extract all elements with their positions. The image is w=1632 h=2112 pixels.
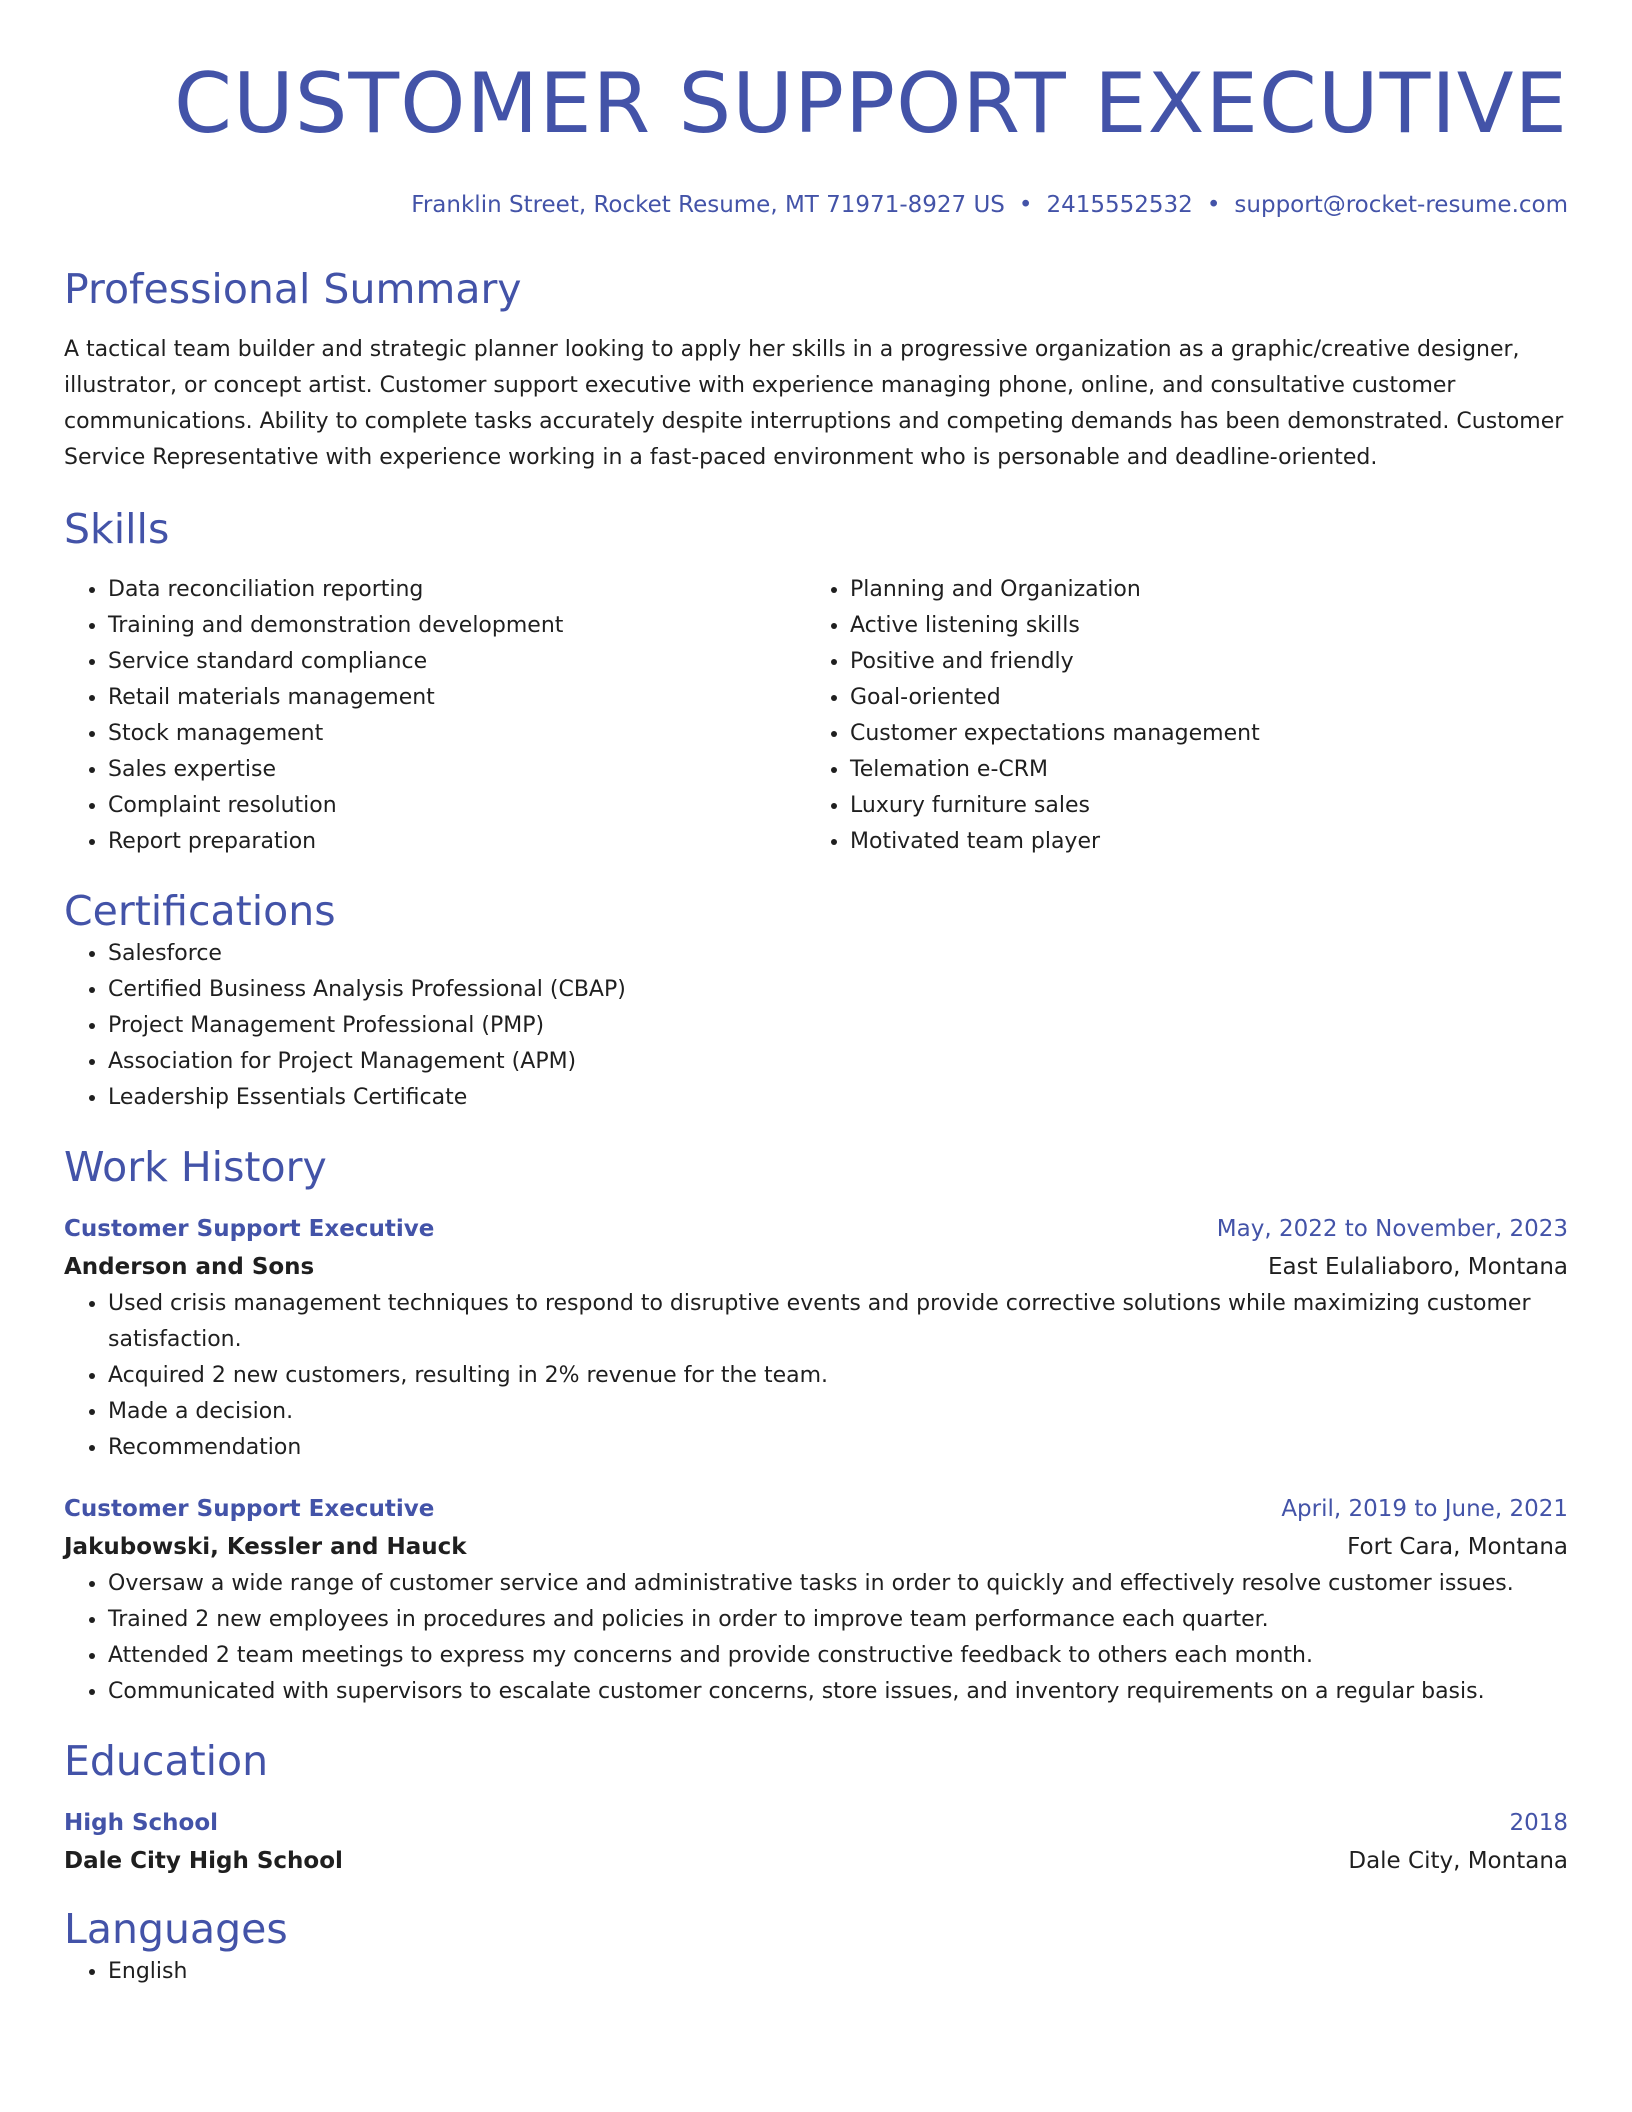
contact-address: Franklin Street, Rocket Resume, MT 71971-8927 US	[411, 192, 1005, 218]
skill-item: • Planning and Organization	[850, 572, 1548, 608]
skills-columns	[64, 572, 1568, 860]
skills-column-left	[64, 572, 806, 860]
skills-heading: Skills	[64, 505, 170, 553]
job-dates: May, 2022 to November, 2023	[1216, 1216, 1568, 1242]
skill-item: • Telemation e-CRM	[850, 752, 1548, 788]
job-header-row	[64, 1210, 1568, 1248]
job-dates: April, 2019 to June, 2021	[1281, 1496, 1568, 1522]
job-role: Customer Support Executive	[64, 1216, 435, 1242]
contact-email[interactable]: support@rocket-resume.com	[1234, 192, 1568, 218]
skill-item: • Active listening skills	[850, 608, 1548, 644]
skill-item: • Training and demonstration development	[108, 608, 806, 644]
certification-item: • Certified Business Analysis Professional (CBAP)	[108, 972, 1568, 1008]
languages-list	[64, 1954, 1568, 1990]
resume-header	[64, 56, 1568, 220]
skill-item: • Report preparation	[108, 824, 806, 860]
summary-heading: Professional Summary	[64, 265, 522, 313]
language-item: • English	[108, 1954, 1568, 1990]
education-school-row	[64, 1842, 1568, 1880]
skills-column-right	[806, 572, 1548, 860]
skill-item: • Sales expertise	[108, 752, 806, 788]
skill-item: • Motivated team player	[850, 824, 1548, 860]
certifications-heading: Certifications	[64, 887, 336, 935]
education-location: Dale City, Montana	[1348, 1848, 1568, 1874]
education-header-row	[64, 1804, 1568, 1842]
skill-item: • Stock management	[108, 716, 806, 752]
skill-item: • Customer expectations management	[850, 716, 1548, 752]
skill-item: • Complaint resolution	[108, 788, 806, 824]
job-company-row	[64, 1528, 1568, 1566]
job-header-row	[64, 1490, 1568, 1528]
certification-item: • Association for Project Management (APM)	[108, 1044, 1568, 1080]
work-history-heading: Work History	[64, 1143, 327, 1191]
skill-item: • Service standard compliance	[108, 644, 806, 680]
skill-item: • Goal-oriented	[850, 680, 1548, 716]
skill-item: • Data reconciliation reporting	[108, 572, 806, 608]
skill-item: • Luxury furniture sales	[850, 788, 1548, 824]
skill-item: • Retail materials management	[108, 680, 806, 716]
education-year: 2018	[1509, 1810, 1568, 1836]
certifications-list	[64, 936, 1568, 1116]
skills-list-left	[64, 572, 806, 860]
job-location: East Eulaliaboro, Montana	[1268, 1254, 1568, 1280]
job-bullet: • Used crisis management techniques to respond to disruptive events and provide corrective solutions while maximizing customer satisfaction.	[108, 1286, 1568, 1358]
job-bullet: • Made a decision.	[108, 1394, 1568, 1430]
contact-separator: •	[1206, 192, 1221, 218]
languages-heading: Languages	[64, 1905, 288, 1953]
education-degree: High School	[64, 1810, 219, 1836]
education-heading: Education	[64, 1737, 269, 1785]
job-company-row	[64, 1248, 1568, 1286]
contact-phone: 2415552532	[1046, 192, 1193, 218]
job-company: Anderson and Sons	[64, 1254, 315, 1280]
job-bullets	[64, 1286, 1568, 1466]
education-school: Dale City High School	[64, 1848, 343, 1874]
job-company: Jakubowski, Kessler and Hauck	[64, 1534, 467, 1560]
skill-item: • Positive and friendly	[850, 644, 1548, 680]
job-bullet: • Acquired 2 new customers, resulting in 2% revenue for the team.	[108, 1358, 1568, 1394]
resume-title: CUSTOMER SUPPORT EXECUTIVE	[174, 55, 1568, 152]
job-location: Fort Cara, Montana	[1347, 1534, 1568, 1560]
certification-item: • Leadership Essentials Certificate	[108, 1080, 1568, 1116]
contact-line	[64, 190, 1568, 220]
job-bullet: • Recommendation	[108, 1430, 1568, 1466]
education-entry	[64, 1804, 1568, 1880]
job-bullets	[64, 1566, 1568, 1710]
contact-separator: •	[1018, 192, 1033, 218]
job-bullet: • Communicated with supervisors to escalate customer concerns, store issues, and inventory requirements on a regular basis.	[108, 1674, 1568, 1710]
summary-text: A tactical team builder and strategic planner looking to apply her skills in a progressive organization as a graphic/creative designer, illustrator, or concept artist. Customer support executive with experience managing phone, online, and consultative customer communications. Ability to complete tasks accurately despite interruptions and competing demands has been demonstrated. Customer Service Representative with experience working in a fast-paced environment who is personable and deadline-oriented.	[64, 337, 1564, 470]
job-entry	[64, 1490, 1568, 1710]
job-bullet: • Attended 2 team meetings to express my concerns and provide constructive feedback to others each month.	[108, 1638, 1568, 1674]
job-bullet: • Trained 2 new employees in procedures and policies in order to improve team performance each quarter.	[108, 1602, 1568, 1638]
job-entry	[64, 1210, 1568, 1466]
certification-item: • Salesforce	[108, 936, 1568, 972]
certification-item: • Project Management Professional (PMP)	[108, 1008, 1568, 1044]
skills-list-right	[806, 572, 1548, 860]
job-role: Customer Support Executive	[64, 1496, 435, 1522]
job-bullet: • Oversaw a wide range of customer service and administrative tasks in order to quickly and effectively resolve customer issues.	[108, 1566, 1568, 1602]
